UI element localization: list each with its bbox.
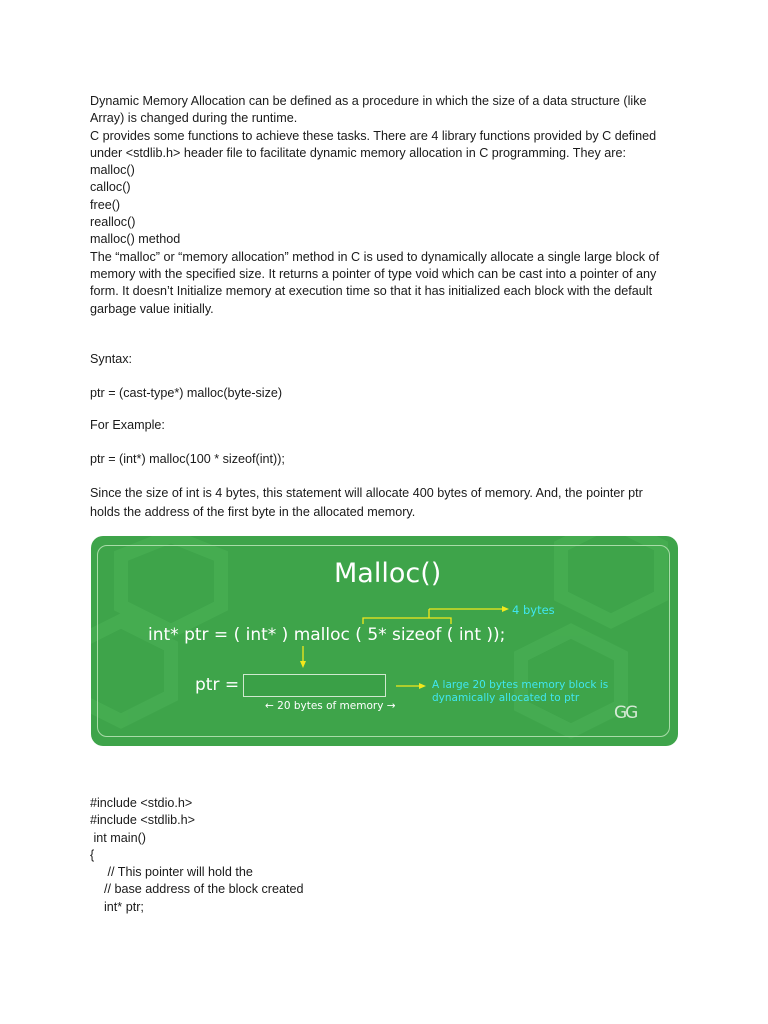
text-line: garbage value initially.	[90, 301, 214, 316]
int-size-note: 4 bytes	[512, 603, 555, 617]
function-list-item: realloc()	[90, 215, 136, 230]
memory-block-box	[243, 674, 386, 697]
intro-paragraph	[90, 93, 690, 318]
code-line: // base address of the block created	[90, 882, 304, 897]
section-heading: malloc() method	[90, 232, 181, 247]
text-line: holds the address of the first byte in the allocated memory.	[90, 505, 416, 519]
diagram-code: int* ptr = ( int* ) malloc ( 5* sizeof ( int ));	[148, 625, 506, 645]
ptr-label: ptr =	[195, 675, 240, 695]
text-line: C provides some functions to achieve these tasks. There are 4 library functions provided by C defined	[90, 128, 657, 143]
function-list-item: calloc()	[90, 180, 131, 195]
text-line: Dynamic Memory Allocation can be defined as a procedure in which the size of a data structure (like	[90, 94, 647, 108]
explanation-paragraph	[90, 484, 690, 522]
code-line: int* ptr;	[90, 899, 144, 914]
text-line: memory with the specified size. It returns a pointer of type void which can be cast into a pointer of any	[90, 266, 657, 281]
code-line: #include <stdlib.h>	[90, 813, 196, 828]
text-line: Since the size of int is 4 bytes, this statement will allocate 400 bytes of memory. And, the pointer ptr	[90, 486, 643, 500]
text-line: under <stdlib.h> header file to facilitate dynamic memory allocation in C programming. They are:	[90, 145, 626, 160]
memory-block-note: A large 20 bytes memory block is dynamically allocated to ptr	[432, 679, 609, 704]
memory-size-label: ← 20 bytes of memory →	[265, 700, 396, 712]
code-line: #include <stdio.h>	[90, 796, 193, 810]
code-line: int main()	[90, 830, 146, 845]
malloc-diagram	[91, 536, 678, 746]
function-list-item: free()	[90, 197, 121, 212]
text-line: form. It doesn’t Initialize memory at execution time so that it has initialized each block with the default	[90, 284, 653, 299]
code-line: {	[90, 847, 95, 862]
syntax-label: Syntax:	[90, 352, 132, 366]
diagram-title: Malloc()	[334, 558, 442, 589]
example-label: For Example:	[90, 418, 165, 432]
text-line: Array) is changed during the runtime.	[90, 111, 298, 126]
code-line: // This pointer will hold the	[90, 865, 253, 880]
function-list-item: malloc()	[90, 163, 135, 178]
code-listing	[90, 795, 304, 916]
text-line: The “malloc” or “memory allocation” method in C is used to dynamically allocate a single large block of	[90, 249, 660, 264]
syntax-code: ptr = (cast-type*) malloc(byte-size)	[90, 386, 283, 400]
gfg-logo: GG	[614, 703, 637, 723]
example-code: ptr = (int*) malloc(100 * sizeof(int));	[90, 452, 285, 466]
